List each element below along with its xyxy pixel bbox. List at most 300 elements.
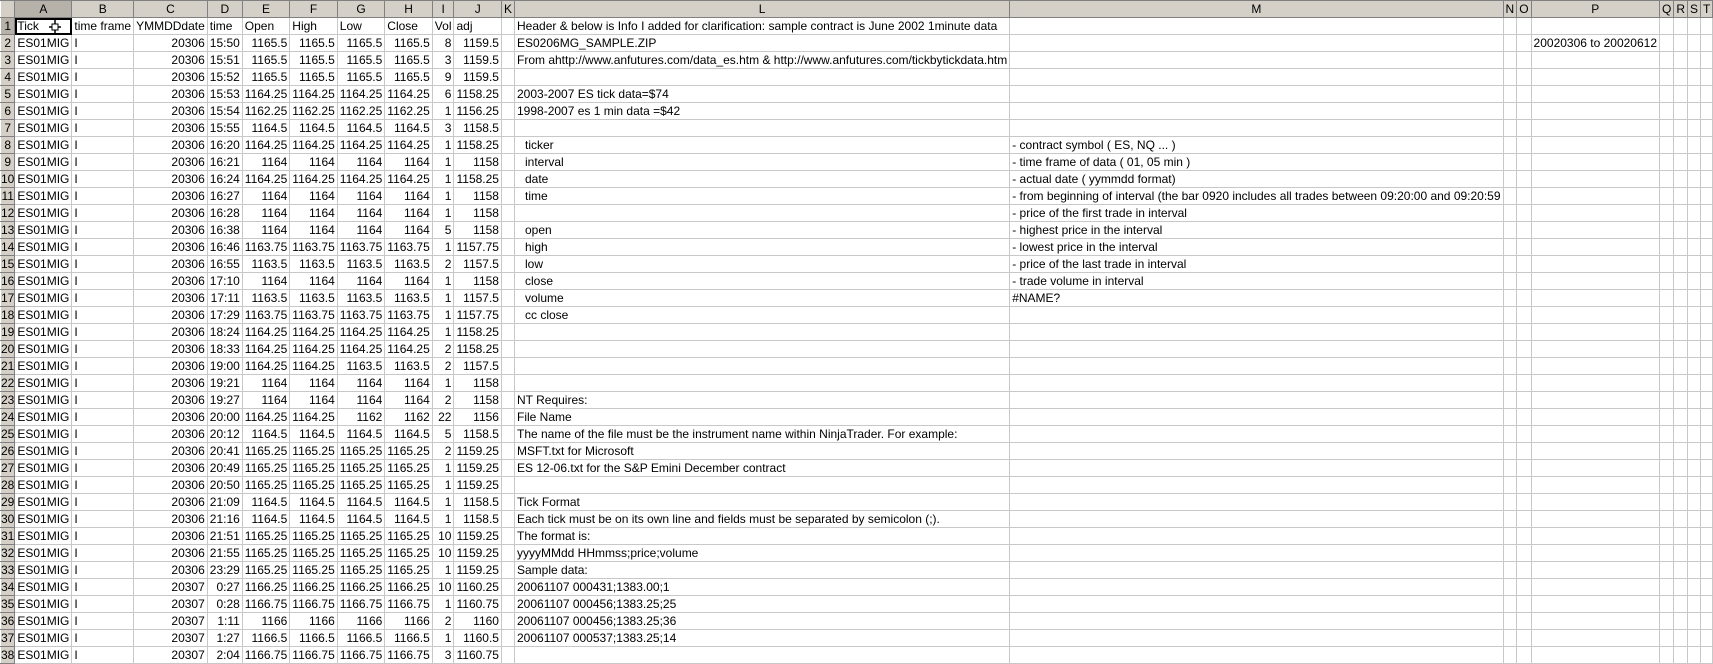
cell-e11[interactable]: 1164 bbox=[242, 188, 290, 205]
cell-d37[interactable]: 1:27 bbox=[207, 630, 242, 647]
column-header-q[interactable]: Q bbox=[1660, 1, 1674, 18]
cell-r9[interactable] bbox=[1674, 154, 1688, 171]
cell-t15[interactable] bbox=[1701, 256, 1713, 273]
cell-l6[interactable]: 1998-2007 es 1 min data =$42 bbox=[515, 103, 1010, 120]
cell-s12[interactable] bbox=[1688, 205, 1701, 222]
cell-m1[interactable] bbox=[1010, 18, 1503, 35]
cell-g21[interactable]: 1163.5 bbox=[337, 358, 385, 375]
cell-s15[interactable] bbox=[1688, 256, 1701, 273]
row-header[interactable]: 32 bbox=[1, 546, 15, 560]
cell-t29[interactable] bbox=[1701, 494, 1713, 511]
cell-k27[interactable] bbox=[501, 460, 514, 477]
cell-r23[interactable] bbox=[1674, 392, 1688, 409]
cell-i6[interactable]: 1 bbox=[432, 103, 454, 120]
cell-l15[interactable]: low bbox=[515, 256, 1010, 273]
cell-i27[interactable]: 1 bbox=[432, 460, 454, 477]
cell-i7[interactable]: 3 bbox=[432, 120, 454, 137]
row-header[interactable]: 1 bbox=[1, 18, 15, 35]
cell-n22[interactable] bbox=[1503, 375, 1517, 392]
cell-c6[interactable]: 20306 bbox=[134, 103, 208, 120]
cell-g2[interactable]: 1165.5 bbox=[337, 35, 385, 52]
cell-p34[interactable] bbox=[1531, 579, 1659, 596]
cell-e30[interactable]: 1164.5 bbox=[242, 511, 290, 528]
cell-l4[interactable] bbox=[515, 69, 1010, 86]
cell-j11[interactable]: 1158 bbox=[454, 188, 502, 205]
cell-f13[interactable]: 1164 bbox=[290, 222, 338, 239]
row-header[interactable]: 26 bbox=[1, 444, 15, 458]
cell-e2[interactable]: 1165.5 bbox=[242, 35, 290, 52]
cell-s33[interactable] bbox=[1688, 562, 1701, 579]
cell-a15[interactable]: ES01MIG bbox=[15, 256, 72, 273]
cell-n38[interactable] bbox=[1503, 647, 1517, 664]
cell-t26[interactable] bbox=[1701, 443, 1713, 460]
cell-s25[interactable] bbox=[1688, 426, 1701, 443]
cell-o5[interactable] bbox=[1517, 86, 1531, 103]
cell-a33[interactable]: ES01MIG bbox=[15, 562, 72, 579]
cell-r38[interactable] bbox=[1674, 647, 1688, 664]
cell-s37[interactable] bbox=[1688, 630, 1701, 647]
cell-j31[interactable]: 1159.25 bbox=[454, 528, 502, 545]
cell-q12[interactable] bbox=[1660, 205, 1674, 222]
cell-p17[interactable] bbox=[1531, 290, 1659, 307]
cell-i16[interactable]: 1 bbox=[432, 273, 454, 290]
cell-k31[interactable] bbox=[501, 528, 514, 545]
cell-a2[interactable]: ES01MIG bbox=[15, 35, 72, 52]
cell-f19[interactable]: 1164.25 bbox=[290, 324, 338, 341]
cell-c5[interactable]: 20306 bbox=[134, 86, 208, 103]
cell-a5[interactable]: ES01MIG bbox=[15, 86, 72, 103]
cell-m19[interactable] bbox=[1010, 324, 1503, 341]
cell-o25[interactable] bbox=[1517, 426, 1531, 443]
cell-i4[interactable]: 9 bbox=[432, 69, 454, 86]
cell-b5[interactable]: I bbox=[72, 86, 134, 103]
cell-o9[interactable] bbox=[1517, 154, 1531, 171]
cell-h17[interactable]: 1163.5 bbox=[385, 290, 433, 307]
cell-q1[interactable] bbox=[1660, 18, 1674, 35]
cell-o11[interactable] bbox=[1517, 188, 1531, 205]
cell-e5[interactable]: 1164.25 bbox=[242, 86, 290, 103]
cell-s30[interactable] bbox=[1688, 511, 1701, 528]
cell-m6[interactable] bbox=[1010, 103, 1503, 120]
cell-d38[interactable]: 2:04 bbox=[207, 647, 242, 664]
cell-l7[interactable] bbox=[515, 120, 1010, 137]
cell-b10[interactable]: I bbox=[72, 171, 134, 188]
cell-e13[interactable]: 1164 bbox=[242, 222, 290, 239]
cell-q15[interactable] bbox=[1660, 256, 1674, 273]
cell-k14[interactable] bbox=[501, 239, 514, 256]
cell-r32[interactable] bbox=[1674, 545, 1688, 562]
cell-c7[interactable]: 20306 bbox=[134, 120, 208, 137]
cell-a36[interactable]: ES01MIG bbox=[15, 613, 72, 630]
cell-l8[interactable]: ticker bbox=[515, 137, 1010, 154]
cell-g24[interactable]: 1162 bbox=[337, 409, 385, 426]
cell-h4[interactable]: 1165.5 bbox=[385, 69, 433, 86]
cell-m8[interactable]: - contract symbol ( ES, NQ ... ) bbox=[1010, 137, 1503, 154]
cell-p16[interactable] bbox=[1531, 273, 1659, 290]
cell-i34[interactable]: 10 bbox=[432, 579, 454, 596]
row-header[interactable]: 10 bbox=[1, 172, 15, 186]
cell-k33[interactable] bbox=[501, 562, 514, 579]
cell-b16[interactable]: I bbox=[72, 273, 134, 290]
cell-k10[interactable] bbox=[501, 171, 514, 188]
cell-b32[interactable]: I bbox=[72, 545, 134, 562]
cell-p1[interactable] bbox=[1531, 18, 1659, 35]
cell-l9[interactable]: interval bbox=[515, 154, 1010, 171]
column-header-a[interactable]: A bbox=[15, 1, 72, 18]
cell-h36[interactable]: 1166 bbox=[385, 613, 433, 630]
cell-n16[interactable] bbox=[1503, 273, 1517, 290]
cell-p8[interactable] bbox=[1531, 137, 1659, 154]
cell-f4[interactable]: 1165.5 bbox=[290, 69, 338, 86]
cell-h34[interactable]: 1166.25 bbox=[385, 579, 433, 596]
cell-g10[interactable]: 1164.25 bbox=[337, 171, 385, 188]
cell-d21[interactable]: 19:00 bbox=[207, 358, 242, 375]
cell-b2[interactable]: I bbox=[72, 35, 134, 52]
cell-k34[interactable] bbox=[501, 579, 514, 596]
cell-a31[interactable]: ES01MIG bbox=[15, 528, 72, 545]
cell-s19[interactable] bbox=[1688, 324, 1701, 341]
cell-m34[interactable] bbox=[1010, 579, 1503, 596]
cell-e9[interactable]: 1164 bbox=[242, 154, 290, 171]
cell-o22[interactable] bbox=[1517, 375, 1531, 392]
cell-k22[interactable] bbox=[501, 375, 514, 392]
cell-c38[interactable]: 20307 bbox=[134, 647, 208, 664]
cell-p33[interactable] bbox=[1531, 562, 1659, 579]
cell-r22[interactable] bbox=[1674, 375, 1688, 392]
cell-t5[interactable] bbox=[1701, 86, 1713, 103]
cell-q17[interactable] bbox=[1660, 290, 1674, 307]
cell-o26[interactable] bbox=[1517, 443, 1531, 460]
cell-r19[interactable] bbox=[1674, 324, 1688, 341]
cell-d9[interactable]: 16:21 bbox=[207, 154, 242, 171]
cell-q24[interactable] bbox=[1660, 409, 1674, 426]
cell-l3[interactable]: From ahttp://www.anfutures.com/data_es.htm & http://www.anfutures.com/tickbytickdata.htm bbox=[515, 52, 1010, 69]
row-header[interactable]: 24 bbox=[1, 410, 15, 424]
cell-n35[interactable] bbox=[1503, 596, 1517, 613]
cell-l19[interactable] bbox=[515, 324, 1010, 341]
cell-n18[interactable] bbox=[1503, 307, 1517, 324]
cell-c22[interactable]: 20306 bbox=[134, 375, 208, 392]
cell-n14[interactable] bbox=[1503, 239, 1517, 256]
cell-n25[interactable] bbox=[1503, 426, 1517, 443]
row-header[interactable]: 38 bbox=[1, 648, 15, 662]
cell-d27[interactable]: 20:49 bbox=[207, 460, 242, 477]
cell-q3[interactable] bbox=[1660, 52, 1674, 69]
cell-m17[interactable]: #NAME? bbox=[1010, 290, 1503, 307]
cell-f24[interactable]: 1164.25 bbox=[290, 409, 338, 426]
cell-t31[interactable] bbox=[1701, 528, 1713, 545]
cell-p20[interactable] bbox=[1531, 341, 1659, 358]
cell-p19[interactable] bbox=[1531, 324, 1659, 341]
cell-b11[interactable]: I bbox=[72, 188, 134, 205]
cell-r10[interactable] bbox=[1674, 171, 1688, 188]
cell-f37[interactable]: 1166.5 bbox=[290, 630, 338, 647]
cell-g19[interactable]: 1164.25 bbox=[337, 324, 385, 341]
cell-f2[interactable]: 1165.5 bbox=[290, 35, 338, 52]
row-header[interactable]: 9 bbox=[1, 154, 15, 171]
cell-j7[interactable]: 1158.5 bbox=[454, 120, 502, 137]
cell-h12[interactable]: 1164 bbox=[385, 205, 433, 222]
cell-h8[interactable]: 1164.25 bbox=[385, 137, 433, 154]
column-header-f[interactable]: F bbox=[290, 1, 338, 18]
cell-f25[interactable]: 1164.5 bbox=[290, 426, 338, 443]
cell-i21[interactable]: 2 bbox=[432, 358, 454, 375]
cell-n13[interactable] bbox=[1503, 222, 1517, 239]
column-header-e[interactable]: E bbox=[242, 1, 290, 18]
cell-t38[interactable] bbox=[1701, 647, 1713, 664]
cell-m18[interactable] bbox=[1010, 307, 1503, 324]
cell-p32[interactable] bbox=[1531, 545, 1659, 562]
cell-o37[interactable] bbox=[1517, 630, 1531, 647]
cell-n5[interactable] bbox=[1503, 86, 1517, 103]
cell-e4[interactable]: 1165.5 bbox=[242, 69, 290, 86]
cell-k36[interactable] bbox=[501, 613, 514, 630]
cell-m35[interactable] bbox=[1010, 596, 1503, 613]
cell-b21[interactable]: I bbox=[72, 358, 134, 375]
cell-n10[interactable] bbox=[1503, 171, 1517, 188]
cell-k19[interactable] bbox=[501, 324, 514, 341]
cell-a21[interactable]: ES01MIG bbox=[15, 358, 72, 375]
cell-h16[interactable]: 1164 bbox=[385, 273, 433, 290]
cell-c37[interactable]: 20307 bbox=[134, 630, 208, 647]
row-header[interactable]: 21 bbox=[1, 359, 15, 373]
cell-i24[interactable]: 22 bbox=[432, 409, 454, 426]
select-all-corner[interactable] bbox=[1, 1, 15, 18]
cell-a38[interactable]: ES01MIG bbox=[15, 647, 72, 664]
cell-l27[interactable]: ES 12-06.txt for the S&P Emini December contract bbox=[515, 460, 1010, 477]
cell-j4[interactable]: 1159.5 bbox=[454, 69, 502, 86]
cell-g8[interactable]: 1164.25 bbox=[337, 137, 385, 154]
cell-d1[interactable]: time bbox=[207, 18, 242, 35]
cell-k32[interactable] bbox=[501, 545, 514, 562]
cell-p24[interactable] bbox=[1531, 409, 1659, 426]
cell-q9[interactable] bbox=[1660, 154, 1674, 171]
cell-c33[interactable]: 20306 bbox=[134, 562, 208, 579]
cell-s20[interactable] bbox=[1688, 341, 1701, 358]
cell-t18[interactable] bbox=[1701, 307, 1713, 324]
cell-r28[interactable] bbox=[1674, 477, 1688, 494]
cell-t35[interactable] bbox=[1701, 596, 1713, 613]
cell-o17[interactable] bbox=[1517, 290, 1531, 307]
row-header[interactable]: 12 bbox=[1, 206, 15, 220]
cell-m21[interactable] bbox=[1010, 358, 1503, 375]
cell-c36[interactable]: 20307 bbox=[134, 613, 208, 630]
cell-t25[interactable] bbox=[1701, 426, 1713, 443]
cell-d14[interactable]: 16:46 bbox=[207, 239, 242, 256]
cell-a26[interactable]: ES01MIG bbox=[15, 443, 72, 460]
cell-a3[interactable]: ES01MIG bbox=[15, 52, 72, 69]
cell-m15[interactable]: - price of the last trade in interval bbox=[1010, 256, 1503, 273]
cell-p5[interactable] bbox=[1531, 86, 1659, 103]
cell-b1[interactable]: time frame bbox=[72, 18, 134, 35]
cell-o30[interactable] bbox=[1517, 511, 1531, 528]
cell-b30[interactable]: I bbox=[72, 511, 134, 528]
cell-d31[interactable]: 21:51 bbox=[207, 528, 242, 545]
cell-g20[interactable]: 1164.25 bbox=[337, 341, 385, 358]
cell-t30[interactable] bbox=[1701, 511, 1713, 528]
cell-r30[interactable] bbox=[1674, 511, 1688, 528]
cell-f8[interactable]: 1164.25 bbox=[290, 137, 338, 154]
cell-k7[interactable] bbox=[501, 120, 514, 137]
cell-a8[interactable]: ES01MIG bbox=[15, 137, 72, 154]
cell-q38[interactable] bbox=[1660, 647, 1674, 664]
cell-n1[interactable] bbox=[1503, 18, 1517, 35]
cell-r7[interactable] bbox=[1674, 120, 1688, 137]
cell-p26[interactable] bbox=[1531, 443, 1659, 460]
cell-m33[interactable] bbox=[1010, 562, 1503, 579]
cell-l20[interactable] bbox=[515, 341, 1010, 358]
cell-f7[interactable]: 1164.5 bbox=[290, 120, 338, 137]
cell-l26[interactable]: MSFT.txt for Microsoft bbox=[515, 443, 1010, 460]
cell-p36[interactable] bbox=[1531, 613, 1659, 630]
cell-d35[interactable]: 0:28 bbox=[207, 596, 242, 613]
cell-b27[interactable]: I bbox=[72, 460, 134, 477]
cell-c20[interactable]: 20306 bbox=[134, 341, 208, 358]
cell-p9[interactable] bbox=[1531, 154, 1659, 171]
cell-g17[interactable]: 1163.5 bbox=[337, 290, 385, 307]
cell-p38[interactable] bbox=[1531, 647, 1659, 664]
row-header[interactable]: 11 bbox=[1, 189, 14, 203]
cell-l13[interactable]: open bbox=[515, 222, 1010, 239]
cell-n27[interactable] bbox=[1503, 460, 1517, 477]
cell-s7[interactable] bbox=[1688, 120, 1701, 137]
cell-b13[interactable]: I bbox=[72, 222, 134, 239]
cell-h7[interactable]: 1164.5 bbox=[385, 120, 433, 137]
cell-o24[interactable] bbox=[1517, 409, 1531, 426]
cell-a16[interactable]: ES01MIG bbox=[15, 273, 72, 290]
cell-p18[interactable] bbox=[1531, 307, 1659, 324]
cell-i30[interactable]: 1 bbox=[432, 511, 454, 528]
cell-l31[interactable]: The format is: bbox=[515, 528, 1010, 545]
cell-h25[interactable]: 1164.5 bbox=[385, 426, 433, 443]
cell-d36[interactable]: 1:11 bbox=[207, 613, 242, 630]
cell-s18[interactable] bbox=[1688, 307, 1701, 324]
cell-o15[interactable] bbox=[1517, 256, 1531, 273]
cell-d26[interactable]: 20:41 bbox=[207, 443, 242, 460]
cell-q21[interactable] bbox=[1660, 358, 1674, 375]
cell-q22[interactable] bbox=[1660, 375, 1674, 392]
cell-m12[interactable]: - price of the first trade in interval bbox=[1010, 205, 1503, 222]
cell-g27[interactable]: 1165.25 bbox=[337, 460, 385, 477]
row-header[interactable]: 30 bbox=[1, 512, 15, 526]
cell-s5[interactable] bbox=[1688, 86, 1701, 103]
cell-c9[interactable]: 20306 bbox=[134, 154, 208, 171]
cell-g13[interactable]: 1164 bbox=[337, 222, 385, 239]
cell-j24[interactable]: 1156 bbox=[454, 409, 502, 426]
cell-t6[interactable] bbox=[1701, 103, 1713, 120]
cell-p28[interactable] bbox=[1531, 477, 1659, 494]
cell-d32[interactable]: 21:55 bbox=[207, 545, 242, 562]
cell-p7[interactable] bbox=[1531, 120, 1659, 137]
cell-p2[interactable]: 20020306 to 20020612 bbox=[1531, 35, 1659, 52]
cell-b24[interactable]: I bbox=[72, 409, 134, 426]
cell-j20[interactable]: 1158.25 bbox=[454, 341, 502, 358]
column-header-r[interactable]: R bbox=[1674, 1, 1688, 18]
cell-a6[interactable]: ES01MIG bbox=[15, 103, 72, 120]
cell-i28[interactable]: 1 bbox=[432, 477, 454, 494]
cell-c18[interactable]: 20306 bbox=[134, 307, 208, 324]
cell-g3[interactable]: 1165.5 bbox=[337, 52, 385, 69]
cell-o29[interactable] bbox=[1517, 494, 1531, 511]
row-header[interactable]: 36 bbox=[1, 614, 15, 628]
cell-l37[interactable]: 20061107 000537;1383.25;14 bbox=[515, 630, 1010, 647]
cell-s24[interactable] bbox=[1688, 409, 1701, 426]
cell-k4[interactable] bbox=[501, 69, 514, 86]
cell-j16[interactable]: 1158 bbox=[454, 273, 502, 290]
cell-b28[interactable]: I bbox=[72, 477, 134, 494]
cell-f28[interactable]: 1165.25 bbox=[290, 477, 338, 494]
cell-q31[interactable] bbox=[1660, 528, 1674, 545]
cell-j27[interactable]: 1159.25 bbox=[454, 460, 502, 477]
cell-o21[interactable] bbox=[1517, 358, 1531, 375]
cell-k8[interactable] bbox=[501, 137, 514, 154]
cell-f21[interactable]: 1164.25 bbox=[290, 358, 338, 375]
cell-m31[interactable] bbox=[1010, 528, 1503, 545]
cell-t27[interactable] bbox=[1701, 460, 1713, 477]
cell-c26[interactable]: 20306 bbox=[134, 443, 208, 460]
row-header[interactable]: 35 bbox=[1, 597, 15, 611]
cell-n31[interactable] bbox=[1503, 528, 1517, 545]
row-header[interactable]: 31 bbox=[1, 529, 15, 543]
row-header[interactable]: 15 bbox=[1, 257, 15, 271]
cell-b3[interactable]: I bbox=[72, 52, 134, 69]
cell-k9[interactable] bbox=[501, 154, 514, 171]
cell-k21[interactable] bbox=[501, 358, 514, 375]
cell-h13[interactable]: 1164 bbox=[385, 222, 433, 239]
cell-d22[interactable]: 19:21 bbox=[207, 375, 242, 392]
cell-g11[interactable]: 1164 bbox=[337, 188, 385, 205]
cell-l28[interactable] bbox=[515, 477, 1010, 494]
cell-s6[interactable] bbox=[1688, 103, 1701, 120]
cell-s10[interactable] bbox=[1688, 171, 1701, 188]
cell-g5[interactable]: 1164.25 bbox=[337, 86, 385, 103]
cell-c19[interactable]: 20306 bbox=[134, 324, 208, 341]
cell-p3[interactable] bbox=[1531, 52, 1659, 69]
cell-k25[interactable] bbox=[501, 426, 514, 443]
cell-t32[interactable] bbox=[1701, 545, 1713, 562]
cell-h21[interactable]: 1163.5 bbox=[385, 358, 433, 375]
cell-r20[interactable] bbox=[1674, 341, 1688, 358]
cell-r6[interactable] bbox=[1674, 103, 1688, 120]
column-header-l[interactable]: L bbox=[515, 1, 1010, 18]
cell-e7[interactable]: 1164.5 bbox=[242, 120, 290, 137]
cell-c31[interactable]: 20306 bbox=[134, 528, 208, 545]
cell-q20[interactable] bbox=[1660, 341, 1674, 358]
cell-e37[interactable]: 1166.5 bbox=[242, 630, 290, 647]
cell-k28[interactable] bbox=[501, 477, 514, 494]
cell-s28[interactable] bbox=[1688, 477, 1701, 494]
cell-d13[interactable]: 16:38 bbox=[207, 222, 242, 239]
cell-m29[interactable] bbox=[1010, 494, 1503, 511]
cell-h35[interactable]: 1166.75 bbox=[385, 596, 433, 613]
cell-i22[interactable]: 1 bbox=[432, 375, 454, 392]
cell-l30[interactable]: Each tick must be on its own line and fields must be separated by semicolon (;). bbox=[515, 511, 1010, 528]
cell-l12[interactable] bbox=[515, 205, 1010, 222]
cell-f12[interactable]: 1164 bbox=[290, 205, 338, 222]
cell-b25[interactable]: I bbox=[72, 426, 134, 443]
cell-q37[interactable] bbox=[1660, 630, 1674, 647]
cell-p30[interactable] bbox=[1531, 511, 1659, 528]
cell-o31[interactable] bbox=[1517, 528, 1531, 545]
cell-t2[interactable] bbox=[1701, 35, 1713, 52]
cell-m38[interactable] bbox=[1010, 647, 1503, 664]
cell-f18[interactable]: 1163.75 bbox=[290, 307, 338, 324]
cell-g7[interactable]: 1164.5 bbox=[337, 120, 385, 137]
cell-o1[interactable] bbox=[1517, 18, 1531, 35]
cell-i9[interactable]: 1 bbox=[432, 154, 454, 171]
cell-j26[interactable]: 1159.25 bbox=[454, 443, 502, 460]
cell-n23[interactable] bbox=[1503, 392, 1517, 409]
